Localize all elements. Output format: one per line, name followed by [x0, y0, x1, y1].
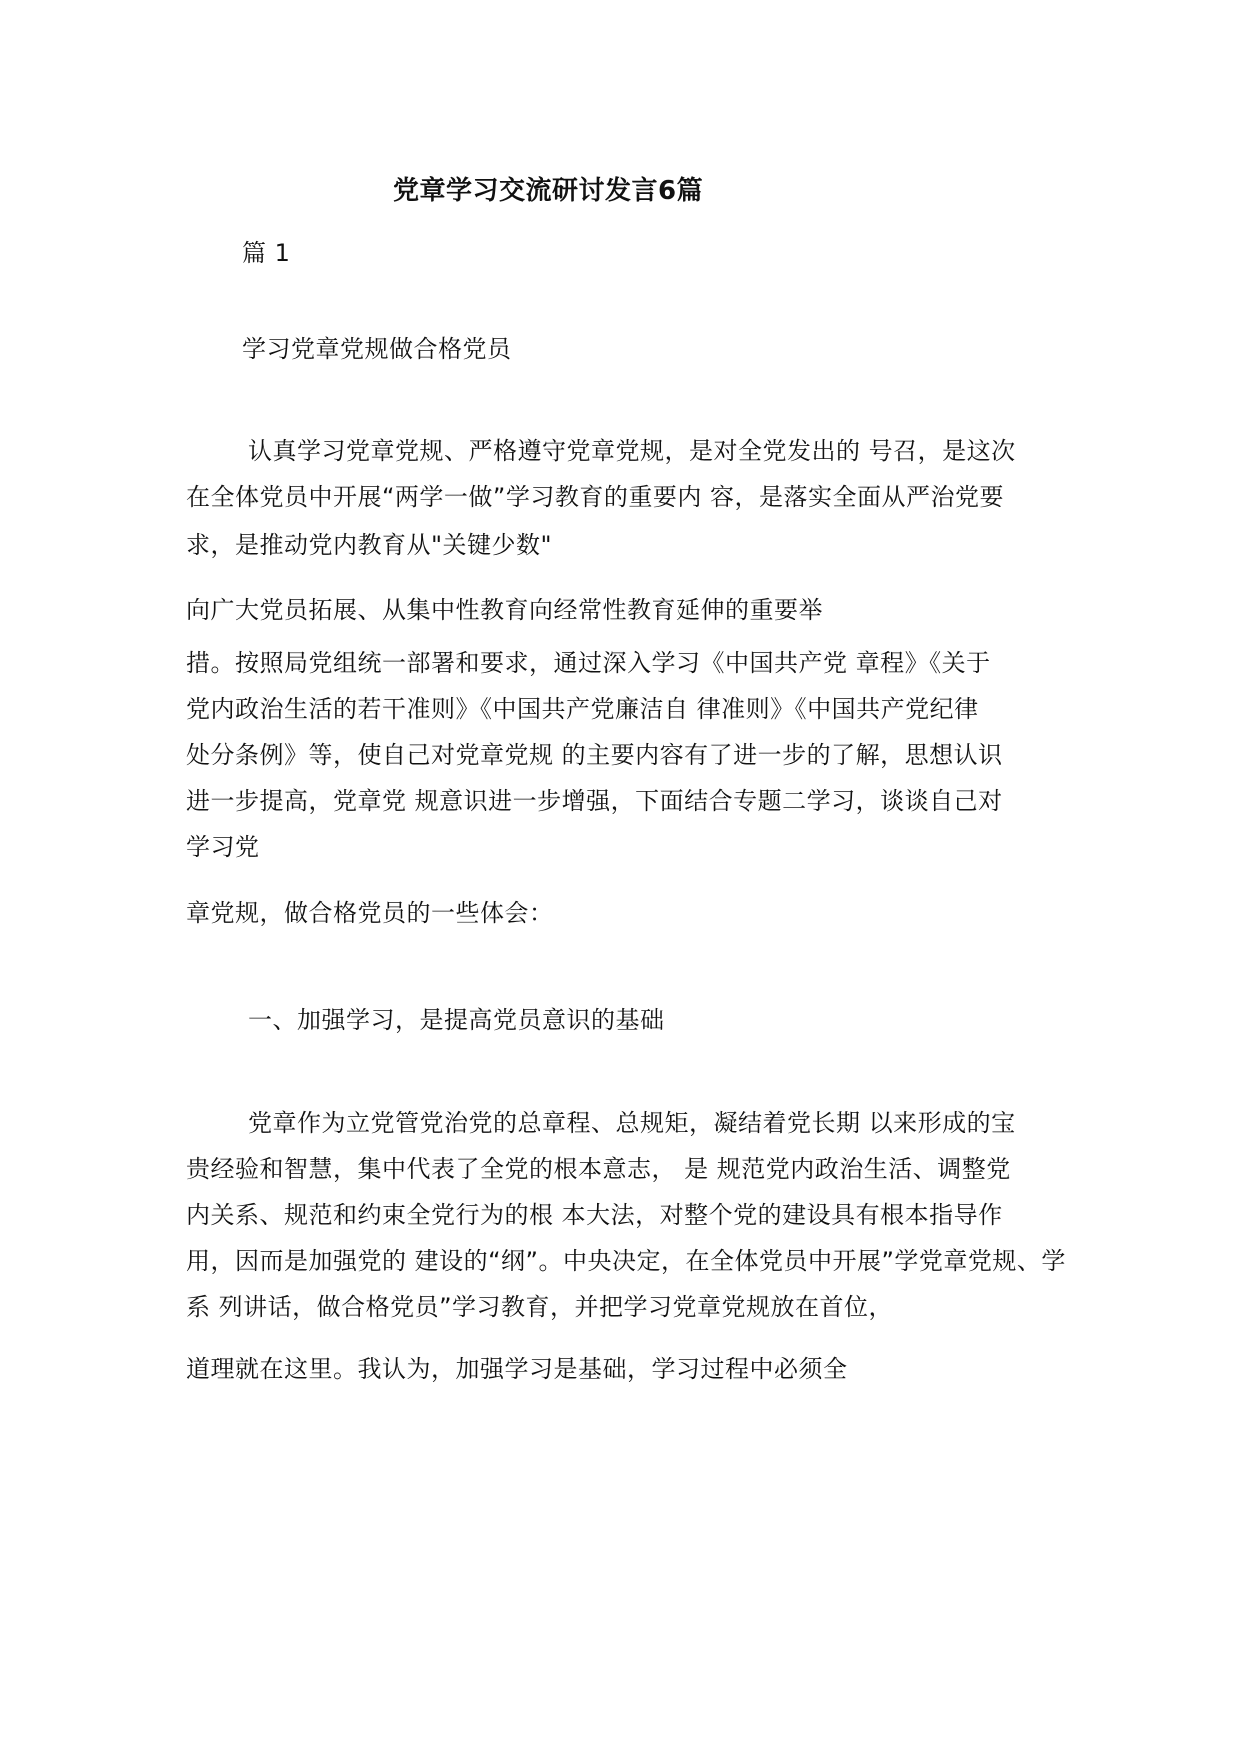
paragraph-1-line: 党内政治生活的若干准则》《中国共产党廉洁自 律准则》《中国共产党纪律	[186, 695, 979, 723]
paragraph-2-line: 党章作为立党管党治党的总章程、总规矩，凝结着党长期 以来形成的宝	[248, 1109, 1016, 1137]
section-label: 篇 1	[242, 239, 291, 267]
paragraph-2-line: 贵经验和智慧，集中代表了全党的根本意志， 是 规范党内政治生活、调整党	[186, 1155, 1011, 1183]
paragraph-2-line: 用，因而是加强党的 建设的“纲”。中央决定，在全体党员中开展”学党章党规、学	[186, 1247, 1066, 1275]
section-heading: 一、加强学习，是提高党员意识的基础	[248, 1006, 665, 1034]
paragraph-1-line: 进一步提高，党章党 规意识进一步增强，下面结合专题二学习，谈谈自己对	[186, 787, 1003, 815]
paragraph-1-line: 在全体党员中开展“两学一做”学习教育的重要内 容，是落实全面从严治党要	[186, 483, 1004, 511]
paragraph-1-line: 求，是推动党内教育从"关键少数"	[186, 531, 553, 559]
paragraph-1-line: 章党规，做合格党员的一些体会：	[186, 899, 554, 927]
paragraph-1-line: 学习党	[186, 833, 260, 861]
paragraph-2-line: 道理就在这里。我认为，加强学习是基础，学习过程中必须全	[186, 1355, 848, 1383]
document-subtitle: 学习党章党规做合格党员	[242, 335, 512, 363]
paragraph-1-line: 处分条例》等，使自己对党章党规 的主要内容有了进一步的了解，思想认识	[186, 741, 1003, 769]
paragraph-1-line: 措。按照局党组统一部署和要求，通过深入学习《中国共产党 章程》《关于	[186, 649, 991, 677]
paragraph-1-line: 认真学习党章党规、严格遵守党章党规，是对全党发出的 号召，是这次	[248, 437, 1016, 465]
document-title: 党章学习交流研讨发言6篇	[393, 176, 704, 206]
paragraph-1-line: 向广大党员拓展、从集中性教育向经常性教育延伸的重要举	[186, 596, 823, 624]
paragraph-2-line: 系 列讲话，做合格党员”学习教育，并把学习党章党规放在首位，	[186, 1293, 894, 1321]
paragraph-2-line: 内关系、规范和约束全党行为的根 本大法，对整个党的建设具有根本指导作	[186, 1201, 1003, 1229]
